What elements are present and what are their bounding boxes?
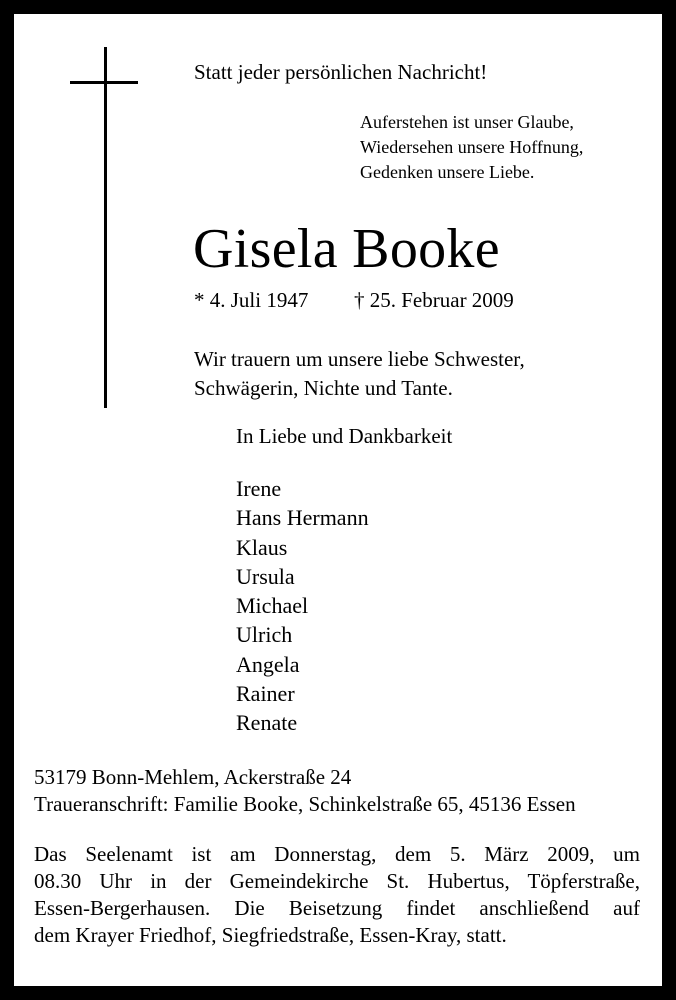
mourner-name: Klaus xyxy=(236,534,288,560)
verse-line: Gedenken unsere Liebe. xyxy=(360,162,535,182)
address-block xyxy=(34,764,576,818)
cross-icon xyxy=(104,47,107,408)
mourner-name: Renate xyxy=(236,710,298,736)
mourners-list xyxy=(236,474,369,738)
obituary-notice xyxy=(12,12,664,988)
deceased-name: Gisela Booke xyxy=(193,218,500,280)
notice-line: Das Seelenamt ist am Donnerstag, dem 5. März 2009, um xyxy=(34,842,640,866)
mourning-text xyxy=(194,345,525,403)
mourner-name: Rainer xyxy=(236,681,295,707)
intro-line: Statt jeder persönlichen Nachricht! xyxy=(194,60,488,84)
notice-line: Essen-Bergerhausen. Die Beisetzung findet anschließend auf xyxy=(34,896,640,920)
mourner-name: Ulrich xyxy=(236,622,293,648)
mourner-name: Angela xyxy=(236,651,300,677)
birth-date: * 4. Juli 1947 xyxy=(194,288,309,312)
mourning-line: Schwägerin, Nichte und Tante. xyxy=(194,376,453,400)
mourner-name: Irene xyxy=(236,476,282,501)
service-notice xyxy=(34,841,640,949)
cross-icon-bar xyxy=(70,81,138,84)
mourner-name: Hans Hermann xyxy=(236,505,369,531)
verse xyxy=(360,110,583,185)
residence-address: 53179 Bonn-Mehlem, Ackerstraße 24 xyxy=(34,765,352,789)
verse-line: Wiedersehen unsere Hoffnung, xyxy=(360,137,584,157)
mourning-address: Traueranschrift: Familie Booke, Schinkelstraße 65, 45136 Essen xyxy=(34,792,576,816)
notice-line: dem Krayer Friedhof, Siegfriedstraße, Essen-Kray, statt. xyxy=(34,923,507,947)
notice-line: 08.30 Uhr in der Gemeindekirche St. Hubertus, Töpferstraße, xyxy=(34,869,640,893)
verse-line: Auferstehen ist unser Glaube, xyxy=(360,112,574,132)
death-date: † 25. Februar 2009 xyxy=(354,288,514,312)
mourner-name: Michael xyxy=(236,593,309,619)
mourning-line: Wir trauern um unsere liebe Schwester, xyxy=(194,347,525,371)
mourner-name: Ursula xyxy=(236,563,295,589)
closing-line: In Liebe und Dankbarkeit xyxy=(236,424,453,448)
